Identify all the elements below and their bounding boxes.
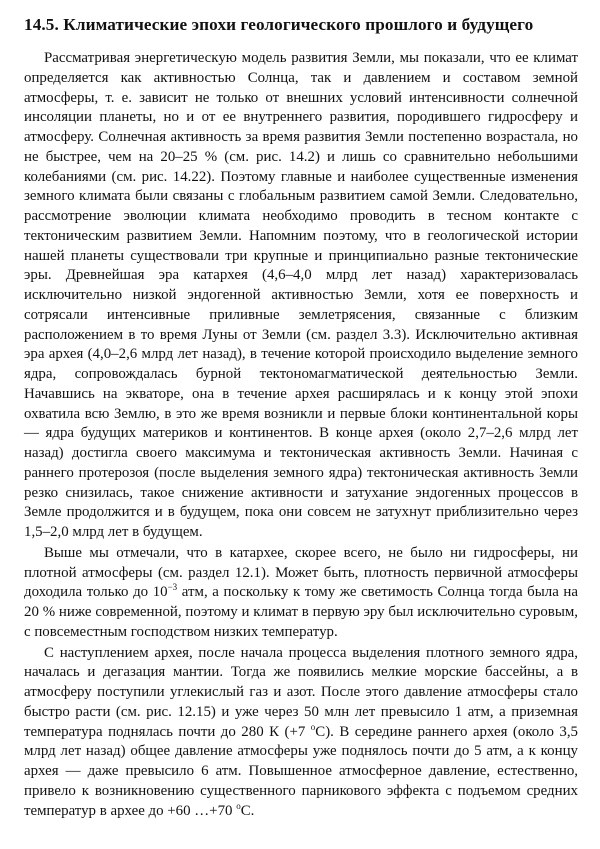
paragraph-text: С). В середине раннего архея (около 3,5 млрд лет назад) общее давление атмосферы уже поднялось почти до 5 атм, а к концу архея — даже превысило 6 атм. Повышенное атмосферное давление, естественно, привело к возникновению существенного парникового эффекта с подъемом средних температур в архее до +60 …+70 (24, 723, 578, 819)
degree-sign: o (310, 721, 316, 732)
paragraph-archean (24, 644, 578, 822)
paragraph-text: атм, а поскольку к тому же светимость Солнца тогда была на 20 % ниже современной, поэтому и климат в первую эру был исключительно суровым, с повсеместным господством низких температур. (24, 584, 578, 640)
paragraph-text: С. (240, 802, 255, 819)
paragraph-energy-model: Рассматривая энергетическую модель развития Земли, мы показали, что ее климат определяется как активностью Солнца, так и давлением и составом земной атмосферы, т. е. зависит не только от внешних условий интенсивности солнечной инсоляции планеты, но и от ее внутреннего развития, породившего гидросферу и атмосферу. Солнечная активность за время развития Земли постепенно возрастала, но не быстрее, чем на 20–25 % (см. рис. 14.2) и лишь со сравнительно небольшими колебаниями (см. рис. 14.22). Поэтому главные и наиболее существенные изменения земного климата были связаны с глобальным развитием самой Земли. Следовательно, рассмотрение эволюции климата необходимо проводить в тесном контакте с тектоническим развитием Земли. Напомним поэтому, что в геологической истории нашей планеты существовали три крупные и принципиально разные тектонические эры. Древнейшая эра катархея (4,6–4,0 млрд лет назад) характеризовалась исключительно низкой эндогенной активностью Земли, хотя ее поверхность и сотрясали интенсивные приливные землетрясения, связанные с близким расположением в то время Луны от Земли (см. раздел 3.3). Исключительно активная эра архея (4,0–2,6 млрд лет назад), в течение которой происходило выделение земного ядра, сопровождалась бурной тектономагматической деятельностью Земли. Начавшись на экваторе, она в течение архея расширялась и к концу этой эпохи охватила всю Землю, в это же время возникли и первые блоки континентальной коры — ядра будущих материков и континентов. В конце архея (около 2,7–2,6 млрд лет назад) достигла своего максимума и тектоническая активность Земли. Начиная с раннего протерозоя (после выделения земного ядра) тектоническая активность Земли резко снизилась, такое снижение активности и затухание эндогенных процессов в Земле продолжится и в будущем, пока они совсем не затухнут приблизительно через 1,5–2,0 млрд лет в будущем. (24, 50, 578, 540)
paragraph-katarchean (24, 544, 578, 643)
section-heading: 14.5. Климатические эпохи геологического прошлого и будущего (24, 15, 534, 34)
exponent: −3 (167, 582, 178, 593)
degree-sign: o (236, 800, 241, 811)
paragraph-text: С наступлением архея, после начала процесса выделения плотного земного ядра, началась и дегазация мантии. Тогда же появились мелкие морские бассейны, а в атмосферу поступили углекислый газ и азот. После этого давление атмосферы стало быстро расти (см. рис. 12.15) и уже через 50 млн лет превысило 1 атм, а приземная температура поднялась почти до 280 К (+7 (24, 644, 578, 740)
paragraph-text: Выше мы отмечали, что в катархее, скорее всего, не было ни гидросферы, ни плотной атмосферы (см. раздел 12.1). Может быть, плотность первичной атмосферы доходила только до 10 (24, 544, 578, 601)
